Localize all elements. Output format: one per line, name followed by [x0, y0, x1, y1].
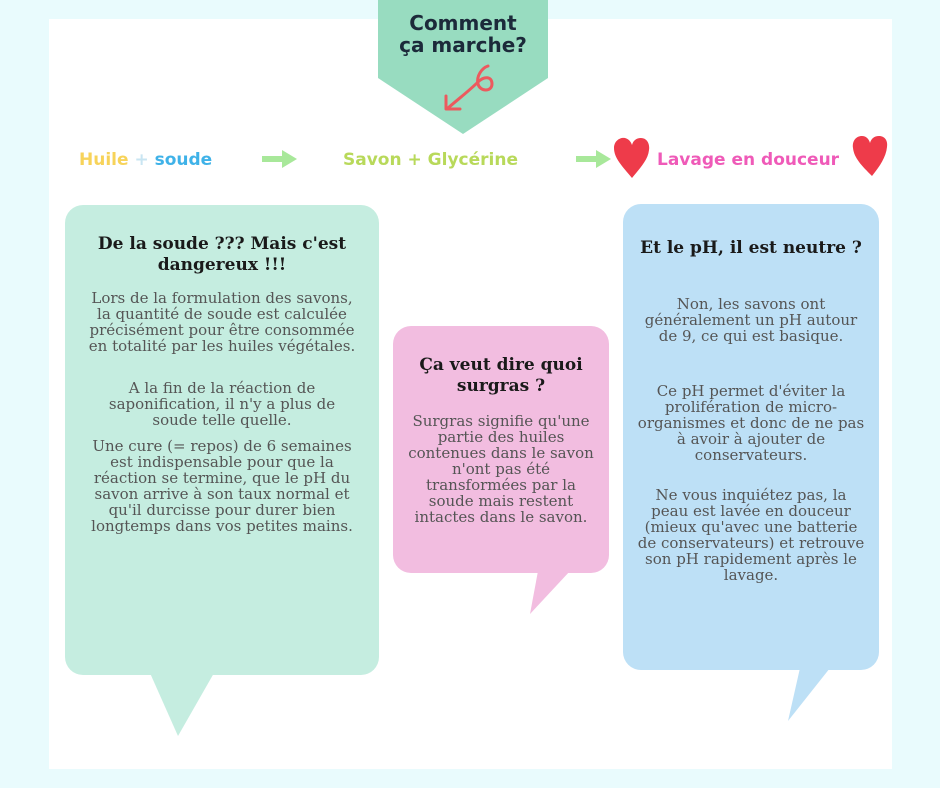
bubble-paragraph: Non, les savons ont généralement un pH autour de 9, ce qui est basique. [644, 295, 858, 345]
bubble-paragraph: Ce pH permet d'éviter la prolifération de micro-organismes et donc de ne pas à avoir à ajouter de conservateurs. [637, 382, 865, 464]
bubble-title: Ça veut dire quoi surgras ? [419, 355, 583, 396]
bubble-paragraph: A la fin de la réaction de saponification, il n'y a plus de soude telle quelle. [108, 379, 336, 429]
bubble-title: Et le pH, il est neutre ? [640, 238, 862, 258]
bubble-tail [150, 673, 220, 737]
bubble-paragraph: Lors de la formulation des savons, la quantité de soude est calculée précisément pour être consommée en totalité par les huiles végétales. [88, 289, 356, 355]
arrow-right-icon [576, 149, 612, 169]
flow-lavage: Lavage en douceur [657, 150, 840, 170]
heart-icon [850, 134, 890, 178]
flow-savon: Savon + Glycérine [343, 150, 518, 170]
bubble-paragraph: Une cure (= repos) de 6 semaines est indispensable pour que la réaction se termine, que le pH du savon arrive à son taux normal et qu'il durcisse pour durer bien longtemps dans vos petites mains. [91, 437, 353, 535]
bubble-tail [786, 668, 830, 722]
curly-arrow-icon [440, 62, 500, 114]
flow-huile: Huile [79, 150, 129, 170]
bubble-title: De la soude ??? Mais c'est dangereux !!! [97, 234, 347, 275]
bubble-tail [528, 571, 572, 615]
arrow-right-icon [262, 149, 298, 169]
heart-icon [612, 136, 652, 180]
flow-soude: soude [154, 150, 213, 170]
page-title: Comment ça marche? [399, 11, 527, 57]
bubble-paragraph: Ne vous inquiétez pas, la peau est lavée en douceur (mieux qu'avec une batterie de conservateurs) et retrouve son pH rapidement après le lavage. [637, 486, 865, 584]
bubble-paragraph: Surgras signifie qu'une partie des huiles contenues dans le savon n'ont pas été transformées par la soude mais restent intactes dans le savon. [408, 412, 594, 526]
flow-plus: + [134, 150, 149, 170]
flow-ingredients [79, 146, 212, 174]
